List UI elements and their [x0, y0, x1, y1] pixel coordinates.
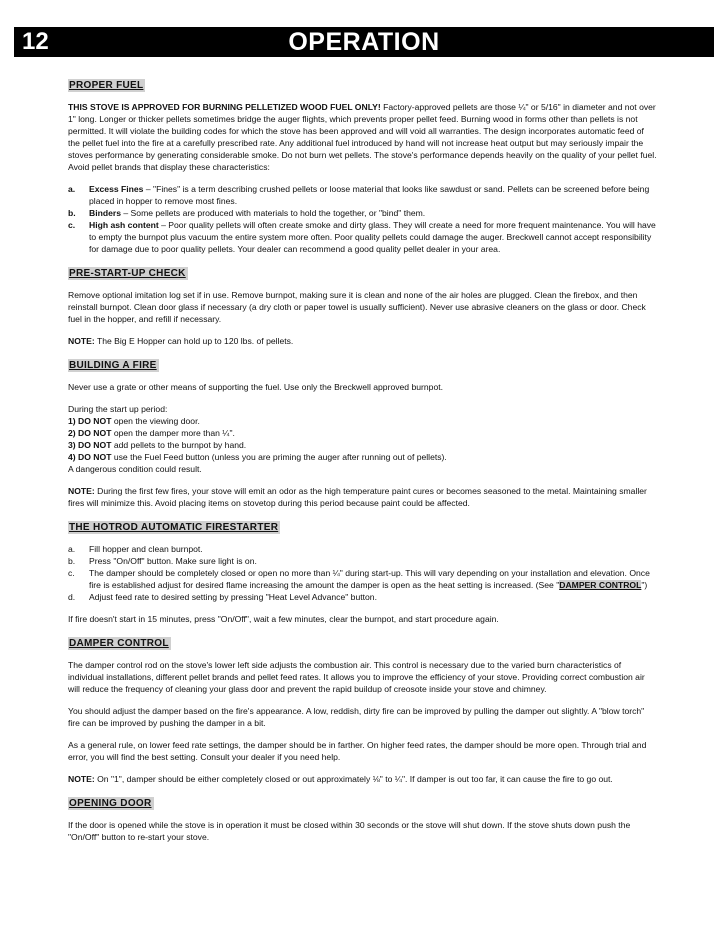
list-item: [68, 219, 658, 255]
list-item-text: Fill hopper and clean burnpot.: [89, 544, 203, 554]
list-item-text: – "Fines" is a term describing crushed pellets or loose material that looks like sawdust or sand. Pellets can be screened before being placed in hopper to remove most fines.: [89, 184, 650, 206]
damper-control-reference: DAMPER CONTROL: [559, 580, 642, 590]
pre-start-note: [68, 335, 658, 347]
note-text: During the first few fires, your stove will emit an odor as the high temperature paint cures or becomes seasoned to the metal. Maintaining smaller fires will minimize this. Avoid placing items on stovetop during this period because paint could be affected.: [68, 486, 647, 508]
list-item-label: a.: [68, 184, 76, 194]
list-item-label: b.: [68, 208, 76, 218]
section-heading-opening-door: OPENING DOOR: [69, 798, 152, 809]
start-up-period-label: During the start up period:: [68, 404, 168, 414]
page-title: OPERATION: [288, 28, 440, 56]
step-item: [68, 427, 658, 439]
step-item: [68, 415, 658, 427]
list-item-label: a.: [68, 544, 76, 554]
list-item-term: Excess Fines: [89, 184, 144, 194]
list-item-term: High ash content: [89, 220, 159, 230]
proper-fuel-text: Factory-approved pellets are those ¼" or 5/16" in diameter and not over 1" long. Longer or thicker pellets sometimes bridge the auger flights, which prevents proper pellet feed. Burning wood in forms other than pellets is not permitted. It will violate the building codes for which the stove has been approved and will void all warranties. The design incorporates automatic feed of the pellet fuel into the fire at a carefully prescribed rate. Any additional fuel introduced by hand will not increase heat output but may seriously impair the stoves performance by generating considerable smoke. Do not burn wet pellets. The stove's performance depends heavily on the quality of your pellet fuel. Avoid pellet brands that display these characteristics:: [68, 102, 657, 172]
step-text: use the Fuel Feed button (unless you are priming the auger after running out of pellets).: [111, 452, 447, 462]
list-item: [68, 591, 658, 603]
step-item: [68, 451, 658, 463]
list-item-text: – Poor quality pellets will often create smoke and dirty glass. They will create a need for more frequent maintenance. You will have to empty the burnpot plus vacuum the entire system more often. Poor quality pellets could damage the auger. Breckwell cannot accept responsibility for damage due to poor quality pellets. Your dealer can recommend a good quality pellet dealer in your area.: [89, 220, 656, 254]
section-heading-pre-start-up-check: PRE-START-UP CHECK: [69, 268, 186, 279]
page-header-bar: [14, 27, 714, 57]
step-text: open the damper more than ¼".: [111, 428, 235, 438]
pre-start-paragraph: Remove optional imitation log set if in use. Remove burnpot, making sure it is clean and none of the air holes are plugged. Clean the firebox, and then reinstall burnpot. Clean door glass if necessary (a dry cloth or paper towel is usually sufficient). Never use abrasive cleaners on the glass or door. Check fuel in the hopper, and refill if necessary.: [68, 290, 646, 324]
step-warning: 2) DO NOT: [68, 428, 112, 438]
damper-paragraph-2: You should adjust the damper based on the fire's appearance. A low, reddish, dirty fire can be improved by pulling the damper out slightly. A "blow torch" fire can be improved by pushing the damper in a bit.: [68, 706, 645, 728]
danger-text: A dangerous condition could result.: [68, 464, 202, 474]
step-text: open the viewing door.: [111, 416, 200, 426]
list-item: [68, 183, 658, 207]
list-item-text: – Some pellets are produced with materials to hold the together, or "bind" them.: [121, 208, 426, 218]
proper-fuel-paragraph: [68, 101, 658, 173]
list-item-label: b.: [68, 556, 76, 566]
section-heading-hotrod-firestarter: THE HOTROD AUTOMATIC FIRESTARTER: [69, 522, 279, 533]
step-warning: 1) DO NOT: [68, 416, 112, 426]
proper-fuel-warning: THIS STOVE IS APPROVED FOR BURNING PELLETIZED WOOD FUEL ONLY!: [68, 102, 381, 112]
damper-note: [68, 773, 658, 785]
door-paragraph: If the door is opened while the stove is in operation it must be closed within 30 seconds or the stove will shut down. If the stove shuts down push the "On/Off" button to re-start your stove.: [68, 820, 631, 842]
restart-instructions: If fire doesn't start in 15 minutes, press "On/Off", wait a few minutes, clear the burnpot, and start procedure again.: [68, 614, 499, 624]
list-item: [68, 207, 658, 219]
note-label: NOTE:: [68, 486, 95, 496]
list-item: [68, 567, 658, 591]
list-item-text-end: "): [641, 580, 648, 590]
list-item: [68, 555, 658, 567]
list-item: [68, 543, 658, 555]
note-text: The Big E Hopper can hold up to 120 lbs. of pellets.: [94, 336, 294, 346]
section-heading-proper-fuel: PROPER FUEL: [69, 80, 144, 91]
list-item-text: Press "On/Off" button. Make sure light is on.: [89, 556, 257, 566]
note-label: NOTE:: [68, 774, 95, 784]
step-item: [68, 439, 658, 451]
list-item-label: c.: [68, 568, 75, 578]
list-item-text: The damper should be completely closed or open no more than ¼" during start-up. This will vary depending on your installation and elevation. Once fire is established adjust for desired flame increasing the amount the damper is open as the heat setting is increased. (See ": [89, 568, 650, 590]
note-text: On "1", damper should be either completely closed or out approximately ⅛" to ¼". If damper is out too far, it can cause the fire to go out.: [94, 774, 613, 784]
section-heading-building-a-fire: BUILDING A FIRE: [69, 360, 157, 371]
building-note: [68, 485, 658, 509]
section-heading-damper-control: DAMPER CONTROL: [69, 638, 169, 649]
list-item-text: Adjust feed rate to desired setting by pressing "Heat Level Advance" button.: [89, 592, 377, 602]
list-item-term: Binders: [89, 208, 121, 218]
page-number: 12: [22, 28, 49, 55]
damper-paragraph-1: The damper control rod on the stove's lower left side adjusts the combustion air. This control is necessary due to the varied burn characteristics of individual installations, different pellet brands and pellet feed rates. It allows you to improve the efficiency of your stove. Providing correct combustion air will reduce the frequency of cleaning your glass door and prevent the rapid buildup of creosote inside your stove and chimney.: [68, 660, 645, 694]
step-warning: 3) DO NOT: [68, 440, 112, 450]
document-body: [68, 79, 658, 843]
damper-paragraph-3: As a general rule, on lower feed rate settings, the damper should be in farther. On higher feed rates, the damper should be more open. Through trial and error, you will find the best setting. Consult your dealer if you need help.: [68, 740, 647, 762]
building-paragraph: Never use a grate or other means of supporting the fuel. Use only the Breckwell approved burnpot.: [68, 382, 443, 392]
list-item-label: c.: [68, 220, 76, 230]
step-text: add pellets to the burnpot by hand.: [111, 440, 247, 450]
list-item-label: d.: [68, 592, 76, 602]
note-label: NOTE:: [68, 336, 95, 346]
step-warning: 4) DO NOT: [68, 452, 112, 462]
